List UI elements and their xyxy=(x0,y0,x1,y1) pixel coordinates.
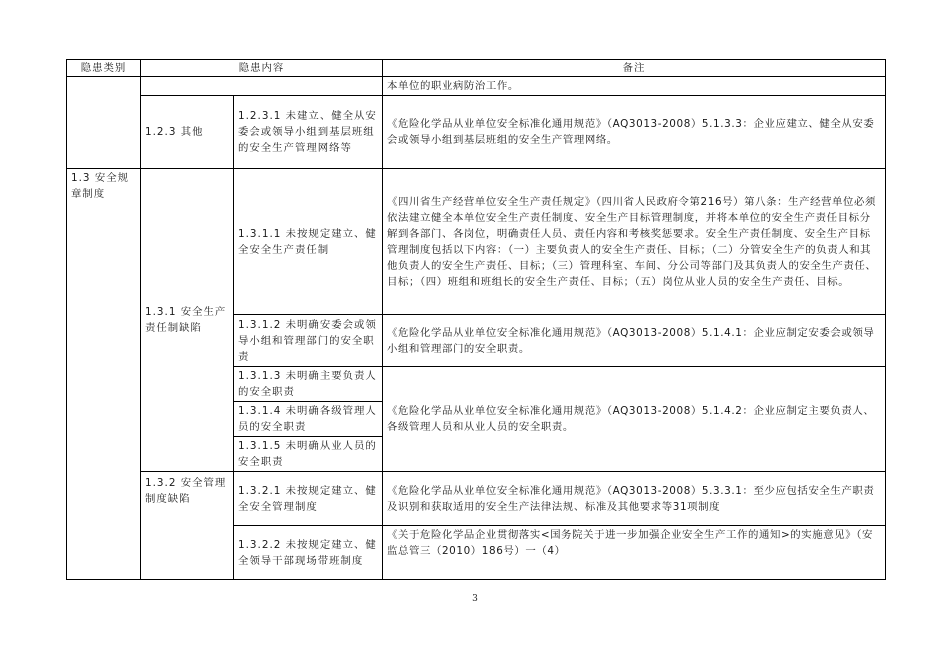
item-cell: 1.3.1.4 未明确各级管理人员的安全职责 xyxy=(234,402,383,437)
content-cell-continued xyxy=(141,77,383,96)
hazard-table xyxy=(66,59,886,580)
item-cell: 1.2.3.1 未建立、健全从安委会或领导小组到基层班组的安全生产管理网络等 xyxy=(234,96,383,169)
note-cell: 《关于危险化学品企业贯彻落实<国务院关于进一步加强企业安全生产工作的通知>的实施意见》（安监总管三（2010）186号）一（4） xyxy=(383,526,886,580)
note-cell: 《危险化学品从业单位安全标准化通用规范》（AQ3013-2008）5.1.4.2：企业应制定主要负责人、各级管理人员和从业人员的安全职责。 xyxy=(383,367,886,472)
table-row xyxy=(67,472,886,526)
table-row xyxy=(67,96,886,169)
item-cell: 1.3.1.3 未明确主要负责人的安全职责 xyxy=(234,367,383,402)
page-number: 3 xyxy=(472,594,478,604)
subcategory-cell: 1.2.3 其他 xyxy=(141,96,234,169)
item-cell: 1.3.2.1 未按规定建立、健全安全管理制度 xyxy=(234,472,383,526)
note-cell: 本单位的职业病防治工作。 xyxy=(383,77,886,96)
note-cell: 《危险化学品从业单位安全标准化通用规范》（AQ3013-2008）5.1.4.1：企业应制定安委会或领导小组和管理部门的安全职责。 xyxy=(383,315,886,367)
category-cell: 1.3 安全规章制度 xyxy=(67,169,141,580)
header-notes: 备注 xyxy=(383,60,886,77)
subcategory-cell: 1.3.1 安全生产责任制缺陷 xyxy=(141,169,234,472)
category-cell-continued xyxy=(67,77,141,169)
item-cell: 1.3.1.2 未明确安委会或领导小组和管理部门的安全职责 xyxy=(234,315,383,367)
header-category: 隐患类别 xyxy=(67,60,141,77)
item-cell: 1.3.1.5 未明确从业人员的安全职责 xyxy=(234,437,383,472)
note-cell: 《危险化学品从业单位安全标准化通用规范》（AQ3013-2008）5.3.3.1：至少应包括安全生产职责及识别和获取适用的安全生产法律法规、标准及其他要求等31项制度 xyxy=(383,472,886,526)
table-header-row xyxy=(67,60,886,77)
item-cell: 1.3.1.1 未按规定建立、健全安全生产责任制 xyxy=(234,169,383,315)
subcategory-cell: 1.3.2 安全管理制度缺陷 xyxy=(141,472,234,580)
header-content: 隐患内容 xyxy=(141,60,383,77)
item-cell: 1.3.2.2 未按规定建立、健全领导干部现场带班制度 xyxy=(234,526,383,580)
table-row xyxy=(67,169,886,315)
table-row xyxy=(67,77,886,96)
note-cell: 《四川省生产经营单位安全生产责任规定》（四川省人民政府令第216号）第八条：生产经营单位必须依法建立健全本单位安全生产责任制度、安全生产目标管理制度，并将本单位的安全生产责任目标分解到各部门、各岗位，明确责任人员、责任内容和考核奖惩要求。安全生产责任制度、安全生产目标管理制度包括以下内容：（一）主要负责人的安全生产责任、目标；（二）分管安全生产的负责人和其他负责人的安全生产责任、目标；（三）管理科室、车间、分公司等部门及其负责人的安全生产责任、目标；（四）班组和班组长的安全生产责任、目标；（五）岗位从业人员的安全生产责任、目标。 xyxy=(383,169,886,315)
note-cell: 《危险化学品从业单位安全标准化通用规范》（AQ3013-2008）5.1.3.3：企业应建立、健全从安委会或领导小组到基层班组的安全生产管理网络。 xyxy=(383,96,886,169)
